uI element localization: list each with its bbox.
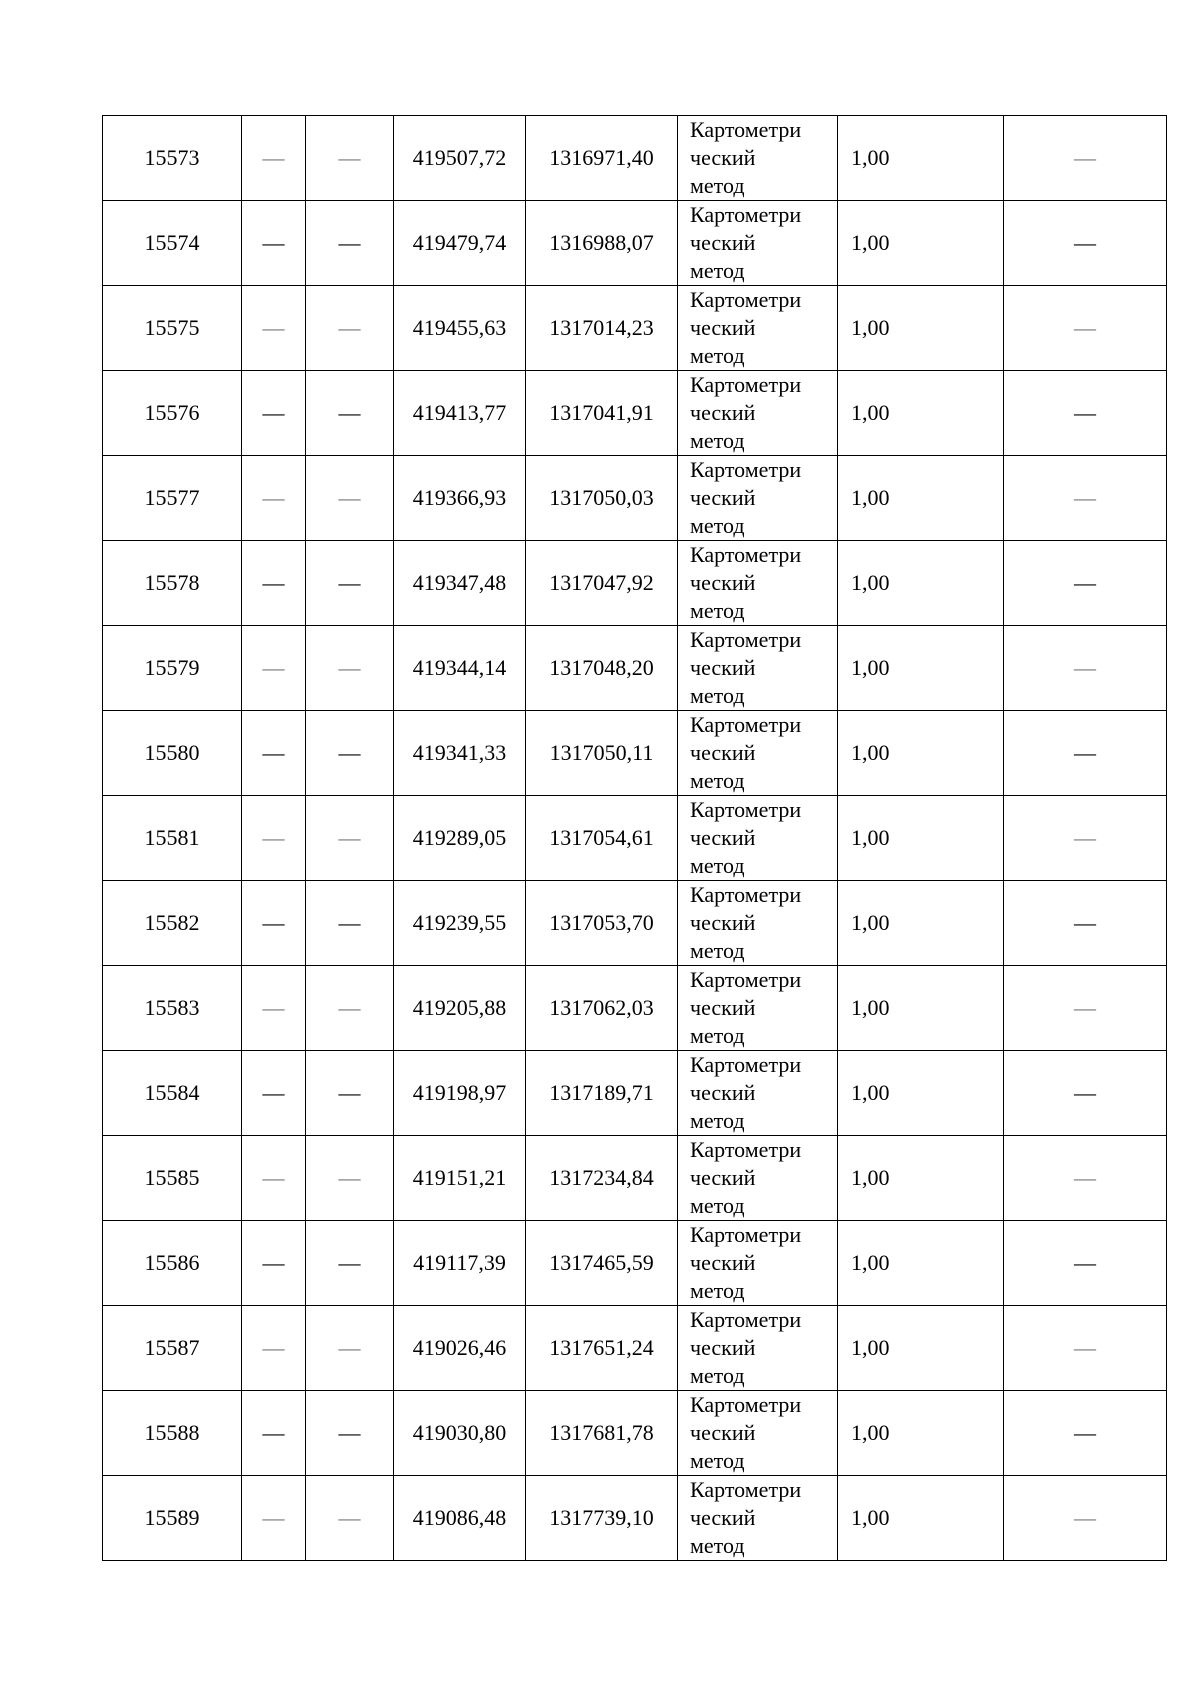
- method-text-line: Картометри: [690, 967, 802, 992]
- x-coordinate-cell: 419366,93: [394, 456, 526, 541]
- method-text-line: метод: [690, 938, 745, 963]
- method-text-line: Картометри: [690, 882, 802, 907]
- method-text-line: метод: [690, 598, 745, 623]
- method-cell: [678, 626, 838, 711]
- method-cell: [678, 456, 838, 541]
- x-coordinate-cell: 419289,05: [394, 796, 526, 881]
- dash-cell: —: [242, 286, 306, 371]
- accuracy-cell: 1,00: [838, 711, 1004, 796]
- point-number-cell: 15581: [103, 796, 242, 881]
- method-text-line: ческий: [690, 485, 756, 510]
- table-row: [103, 626, 1167, 711]
- y-coordinate-cell: 1317050,03: [526, 456, 678, 541]
- dash-cell: —: [242, 1221, 306, 1306]
- note-cell: —: [1004, 966, 1167, 1051]
- note-cell: —: [1004, 371, 1167, 456]
- accuracy-cell: 1,00: [838, 286, 1004, 371]
- table-row: [103, 881, 1167, 966]
- method-text-line: Картометри: [690, 712, 802, 737]
- method-text-line: Картометри: [690, 1137, 802, 1162]
- dash-cell: —: [306, 371, 394, 456]
- x-coordinate-cell: 419455,63: [394, 286, 526, 371]
- dash-cell: —: [242, 711, 306, 796]
- method-cell: [678, 541, 838, 626]
- method-text-line: Картометри: [690, 117, 802, 142]
- method-cell: [678, 1476, 838, 1561]
- method-text-line: ческий: [690, 315, 756, 340]
- method-text-line: метод: [690, 1278, 745, 1303]
- point-number-cell: 15585: [103, 1136, 242, 1221]
- point-number-cell: 15584: [103, 1051, 242, 1136]
- table-row: [103, 456, 1167, 541]
- point-number-cell: 15580: [103, 711, 242, 796]
- x-coordinate-cell: 419026,46: [394, 1306, 526, 1391]
- x-coordinate-cell: 419198,97: [394, 1051, 526, 1136]
- note-cell: —: [1004, 1476, 1167, 1561]
- note-cell: —: [1004, 541, 1167, 626]
- point-number-cell: 15579: [103, 626, 242, 711]
- method-text-line: Картометри: [690, 1392, 802, 1417]
- method-text-line: Картометри: [690, 1307, 802, 1332]
- method-cell: [678, 1136, 838, 1221]
- method-cell: [678, 201, 838, 286]
- table-row: [103, 1476, 1167, 1561]
- dash-cell: —: [306, 881, 394, 966]
- method-text-line: метод: [690, 1533, 745, 1558]
- accuracy-cell: 1,00: [838, 1306, 1004, 1391]
- y-coordinate-cell: 1317041,91: [526, 371, 678, 456]
- accuracy-cell: 1,00: [838, 371, 1004, 456]
- method-cell: [678, 1391, 838, 1476]
- method-text-line: Картометри: [690, 1222, 802, 1247]
- method-text-line: Картометри: [690, 1052, 802, 1077]
- accuracy-cell: 1,00: [838, 201, 1004, 286]
- table-row: [103, 1221, 1167, 1306]
- note-cell: —: [1004, 711, 1167, 796]
- dash-cell: —: [306, 1136, 394, 1221]
- accuracy-cell: 1,00: [838, 966, 1004, 1051]
- dash-cell: —: [306, 201, 394, 286]
- method-text-line: ческий: [690, 230, 756, 255]
- y-coordinate-cell: 1317053,70: [526, 881, 678, 966]
- method-text-line: метод: [690, 343, 745, 368]
- note-cell: —: [1004, 286, 1167, 371]
- method-text-line: ческий: [690, 825, 756, 850]
- method-text-line: ческий: [690, 910, 756, 935]
- dash-cell: —: [306, 626, 394, 711]
- point-number-cell: 15583: [103, 966, 242, 1051]
- accuracy-cell: 1,00: [838, 1136, 1004, 1221]
- dash-cell: —: [306, 1221, 394, 1306]
- note-cell: —: [1004, 1051, 1167, 1136]
- y-coordinate-cell: 1317062,03: [526, 966, 678, 1051]
- method-text-line: ческий: [690, 1335, 756, 1360]
- method-text-line: метод: [690, 258, 745, 283]
- accuracy-cell: 1,00: [838, 116, 1004, 201]
- accuracy-cell: 1,00: [838, 626, 1004, 711]
- note-cell: —: [1004, 1221, 1167, 1306]
- method-cell: [678, 881, 838, 966]
- method-text-line: ческий: [690, 740, 756, 765]
- method-text-line: ческий: [690, 1165, 756, 1190]
- accuracy-cell: 1,00: [838, 1476, 1004, 1561]
- dash-cell: —: [242, 541, 306, 626]
- x-coordinate-cell: 419341,33: [394, 711, 526, 796]
- table-row: [103, 711, 1167, 796]
- table-row: [103, 1136, 1167, 1221]
- method-text-line: Картометри: [690, 202, 802, 227]
- y-coordinate-cell: 1317681,78: [526, 1391, 678, 1476]
- accuracy-cell: 1,00: [838, 1051, 1004, 1136]
- point-number-cell: 15573: [103, 116, 242, 201]
- method-text-line: метод: [690, 1193, 745, 1218]
- dash-cell: —: [242, 201, 306, 286]
- dash-cell: —: [242, 371, 306, 456]
- x-coordinate-cell: 419117,39: [394, 1221, 526, 1306]
- table-row: [103, 1051, 1167, 1136]
- accuracy-cell: 1,00: [838, 541, 1004, 626]
- method-text-line: Картометри: [690, 457, 802, 482]
- method-text-line: ческий: [690, 1250, 756, 1275]
- x-coordinate-cell: 419030,80: [394, 1391, 526, 1476]
- y-coordinate-cell: 1317048,20: [526, 626, 678, 711]
- method-text-line: метод: [690, 513, 745, 538]
- note-cell: —: [1004, 796, 1167, 881]
- dash-cell: —: [306, 711, 394, 796]
- dash-cell: —: [242, 1391, 306, 1476]
- method-cell: [678, 966, 838, 1051]
- y-coordinate-cell: 1317189,71: [526, 1051, 678, 1136]
- y-coordinate-cell: 1317465,59: [526, 1221, 678, 1306]
- method-text-line: метод: [690, 1023, 745, 1048]
- method-cell: [678, 286, 838, 371]
- dash-cell: —: [242, 456, 306, 541]
- x-coordinate-cell: 419507,72: [394, 116, 526, 201]
- dash-cell: —: [306, 796, 394, 881]
- coordinates-table: [102, 115, 1167, 1561]
- method-text-line: метод: [690, 1448, 745, 1473]
- table-row: [103, 1306, 1167, 1391]
- y-coordinate-cell: 1317739,10: [526, 1476, 678, 1561]
- note-cell: —: [1004, 456, 1167, 541]
- method-text-line: метод: [690, 768, 745, 793]
- method-text-line: метод: [690, 1108, 745, 1133]
- dash-cell: —: [306, 1476, 394, 1561]
- accuracy-cell: 1,00: [838, 796, 1004, 881]
- y-coordinate-cell: 1316988,07: [526, 201, 678, 286]
- dash-cell: —: [306, 541, 394, 626]
- method-text-line: Картометри: [690, 372, 802, 397]
- x-coordinate-cell: 419151,21: [394, 1136, 526, 1221]
- x-coordinate-cell: 419347,48: [394, 541, 526, 626]
- y-coordinate-cell: 1317651,24: [526, 1306, 678, 1391]
- note-cell: —: [1004, 881, 1167, 966]
- dash-cell: —: [242, 116, 306, 201]
- table-row: [103, 541, 1167, 626]
- dash-cell: —: [242, 881, 306, 966]
- dash-cell: —: [306, 1306, 394, 1391]
- dash-cell: —: [306, 1391, 394, 1476]
- table-row: [103, 1391, 1167, 1476]
- point-number-cell: 15575: [103, 286, 242, 371]
- dash-cell: —: [306, 116, 394, 201]
- accuracy-cell: 1,00: [838, 1391, 1004, 1476]
- accuracy-cell: 1,00: [838, 456, 1004, 541]
- dash-cell: —: [242, 966, 306, 1051]
- point-number-cell: 15577: [103, 456, 242, 541]
- table-row: [103, 116, 1167, 201]
- method-text-line: ческий: [690, 655, 756, 680]
- point-number-cell: 15576: [103, 371, 242, 456]
- method-cell: [678, 1306, 838, 1391]
- method-text-line: метод: [690, 683, 745, 708]
- point-number-cell: 15588: [103, 1391, 242, 1476]
- method-cell: [678, 371, 838, 456]
- table-body: [103, 116, 1167, 1561]
- x-coordinate-cell: 419239,55: [394, 881, 526, 966]
- method-text-line: ческий: [690, 995, 756, 1020]
- x-coordinate-cell: 419205,88: [394, 966, 526, 1051]
- note-cell: —: [1004, 626, 1167, 711]
- table-row: [103, 286, 1167, 371]
- y-coordinate-cell: 1317050,11: [526, 711, 678, 796]
- method-text-line: Картометри: [690, 287, 802, 312]
- method-cell: [678, 116, 838, 201]
- method-text-line: Картометри: [690, 1477, 802, 1502]
- point-number-cell: 15578: [103, 541, 242, 626]
- method-text-line: метод: [690, 1363, 745, 1388]
- y-coordinate-cell: 1317234,84: [526, 1136, 678, 1221]
- point-number-cell: 15582: [103, 881, 242, 966]
- method-cell: [678, 1221, 838, 1306]
- accuracy-cell: 1,00: [838, 1221, 1004, 1306]
- method-text-line: Картометри: [690, 542, 802, 567]
- point-number-cell: 15586: [103, 1221, 242, 1306]
- method-text-line: метод: [690, 173, 745, 198]
- dash-cell: —: [306, 456, 394, 541]
- note-cell: —: [1004, 1136, 1167, 1221]
- x-coordinate-cell: 419413,77: [394, 371, 526, 456]
- method-text-line: ческий: [690, 1505, 756, 1530]
- method-text-line: метод: [690, 428, 745, 453]
- table-row: [103, 796, 1167, 881]
- dash-cell: —: [242, 1476, 306, 1561]
- point-number-cell: 15587: [103, 1306, 242, 1391]
- note-cell: —: [1004, 116, 1167, 201]
- method-text-line: ческий: [690, 570, 756, 595]
- dash-cell: —: [306, 286, 394, 371]
- method-text-line: метод: [690, 853, 745, 878]
- method-cell: [678, 1051, 838, 1136]
- x-coordinate-cell: 419086,48: [394, 1476, 526, 1561]
- dash-cell: —: [242, 1136, 306, 1221]
- method-text-line: ческий: [690, 400, 756, 425]
- table-row: [103, 371, 1167, 456]
- y-coordinate-cell: 1317047,92: [526, 541, 678, 626]
- x-coordinate-cell: 419344,14: [394, 626, 526, 711]
- point-number-cell: 15589: [103, 1476, 242, 1561]
- dash-cell: —: [242, 626, 306, 711]
- note-cell: —: [1004, 1391, 1167, 1476]
- y-coordinate-cell: 1317014,23: [526, 286, 678, 371]
- x-coordinate-cell: 419479,74: [394, 201, 526, 286]
- y-coordinate-cell: 1316971,40: [526, 116, 678, 201]
- table-row: [103, 201, 1167, 286]
- note-cell: —: [1004, 1306, 1167, 1391]
- method-text-line: ческий: [690, 1420, 756, 1445]
- method-cell: [678, 796, 838, 881]
- point-number-cell: 15574: [103, 201, 242, 286]
- method-text-line: ческий: [690, 1080, 756, 1105]
- y-coordinate-cell: 1317054,61: [526, 796, 678, 881]
- method-text-line: Картометри: [690, 627, 802, 652]
- note-cell: —: [1004, 201, 1167, 286]
- dash-cell: —: [242, 1051, 306, 1136]
- method-text-line: ческий: [690, 145, 756, 170]
- dash-cell: —: [306, 1051, 394, 1136]
- table-row: [103, 966, 1167, 1051]
- dash-cell: —: [306, 966, 394, 1051]
- method-cell: [678, 711, 838, 796]
- method-text-line: Картометри: [690, 797, 802, 822]
- dash-cell: —: [242, 796, 306, 881]
- accuracy-cell: 1,00: [838, 881, 1004, 966]
- dash-cell: —: [242, 1306, 306, 1391]
